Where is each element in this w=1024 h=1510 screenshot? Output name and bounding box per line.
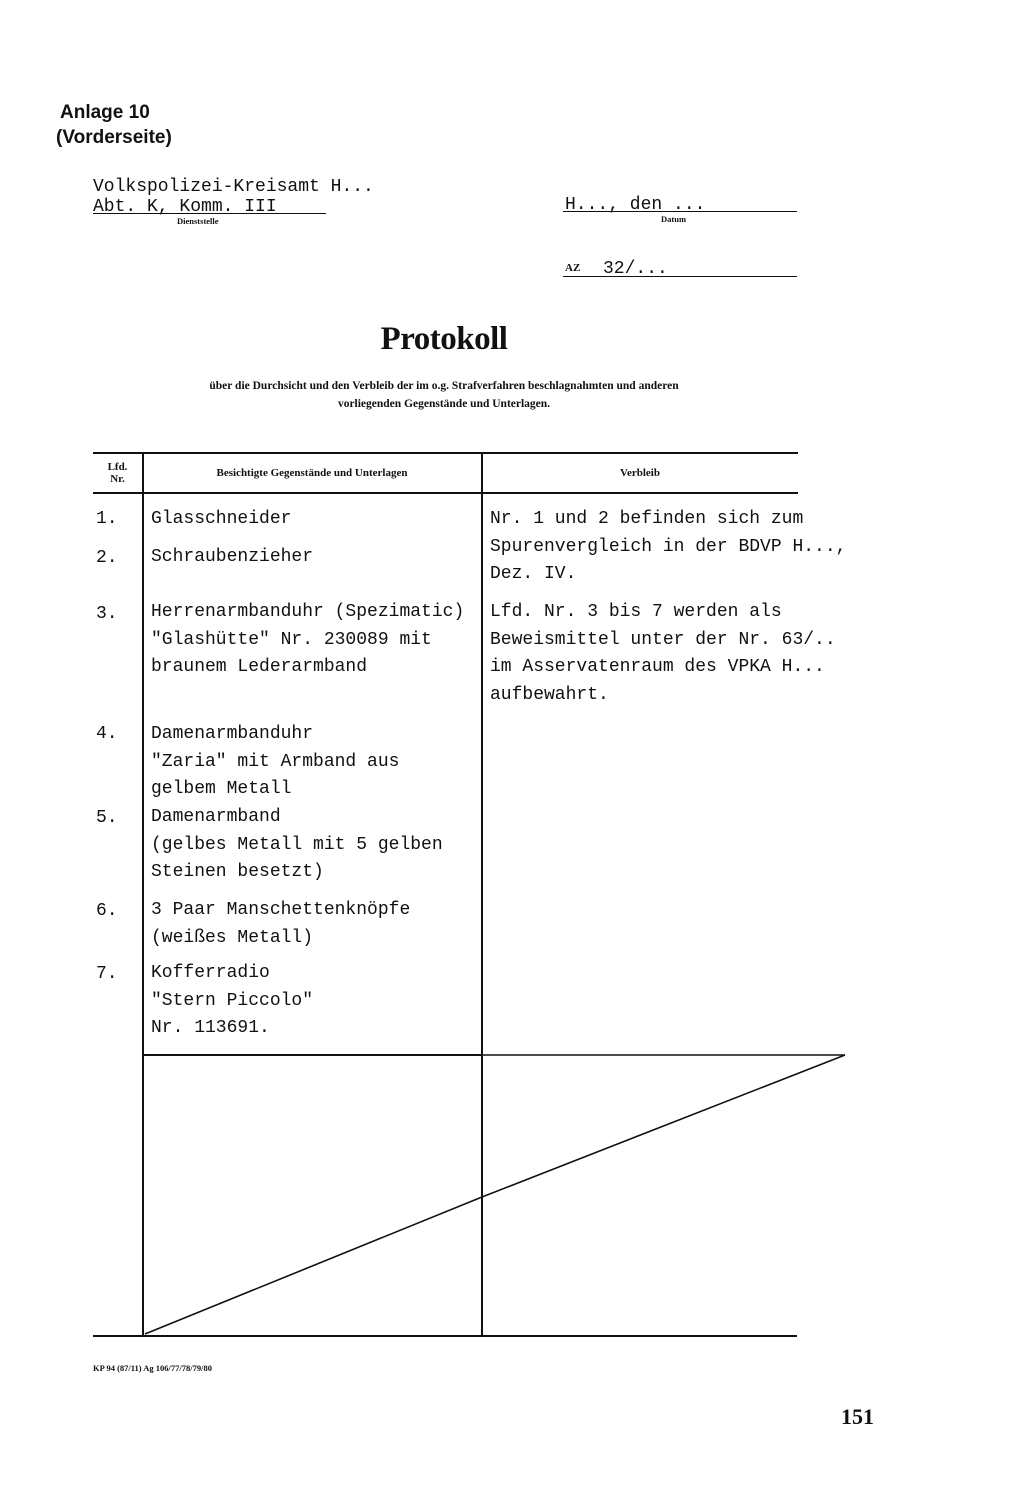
row-5-item: Damenarmband (gelbes Metall mit 5 gelben Steinen besetzt)	[151, 807, 443, 882]
cancel-diagonal-left	[145, 1197, 482, 1334]
row-3-number: 3.	[96, 604, 118, 624]
page-title: Protokoll	[380, 321, 508, 357]
row-6-number: 6.	[96, 901, 118, 921]
col-header-lfd-line2: Nr.	[110, 473, 125, 485]
office-department: Abt. K, Komm. III	[93, 197, 277, 217]
annex-label: Anlage 10	[60, 102, 150, 123]
subtitle-line-2: vorliegenden Gegenstände und Unterlagen.	[337, 398, 551, 410]
row-2-number: 2.	[96, 548, 118, 568]
page-number: 151	[841, 1404, 874, 1429]
office-name: Volkspolizei-Kreisamt H...	[93, 177, 374, 197]
col-header-verbleib: Verbleib	[620, 467, 660, 479]
col-header-items: Besichtigte Gegenstände und Unterlagen	[216, 467, 408, 479]
row-1-number: 1.	[96, 509, 118, 529]
az-label: AZ	[565, 262, 581, 274]
row-6-item: 3 Paar Manschettenknöpfe (weißes Metall)	[151, 900, 411, 948]
az-value: 32/...	[603, 259, 668, 279]
verbleib-note-2: Lfd. Nr. 3 bis 7 werden als Beweismittel unter der Nr. 63/.. im Asservatenraum des VPKA H... aufbewahrt.	[490, 602, 836, 705]
row-4-number: 4.	[96, 724, 118, 744]
verbleib-note-1: Nr. 1 und 2 befinden sich zum Spurenvergleich in der BDVP H..., Dez. IV.	[490, 509, 847, 584]
office-caption: Dienststelle	[177, 216, 219, 226]
date-value: H..., den ...	[565, 195, 706, 215]
subtitle-line-1: über die Durchsicht und den Verbleib der im o.g. Strafverfahren beschlagnahmten und anderen	[209, 380, 679, 392]
row-7-item: Kofferradio "Stern Piccolo" Nr. 113691.	[151, 963, 314, 1038]
row-1-item: Glasschneider	[151, 509, 292, 529]
date-caption: Datum	[661, 214, 687, 224]
row-7-number: 7.	[96, 964, 118, 984]
form-code: KP 94 (87/11) Ag 106/77/78/79/80	[93, 1363, 213, 1373]
cancel-diagonal-right	[482, 1055, 845, 1197]
row-3-item: Herrenarmbanduhr (Spezimatic) "Glashütte" Nr. 230089 mit braunem Lederarmband	[151, 602, 465, 677]
row-5-number: 5.	[96, 808, 118, 828]
annex-side: (Vorderseite)	[56, 127, 172, 148]
col-header-lfd	[93, 461, 142, 485]
col-header-lfd-line1: Lfd.	[107, 461, 128, 473]
row-4-item: Damenarmbanduhr "Zaria" mit Armband aus gelbem Metall	[151, 724, 400, 799]
row-2-item: Schraubenzieher	[151, 547, 314, 567]
